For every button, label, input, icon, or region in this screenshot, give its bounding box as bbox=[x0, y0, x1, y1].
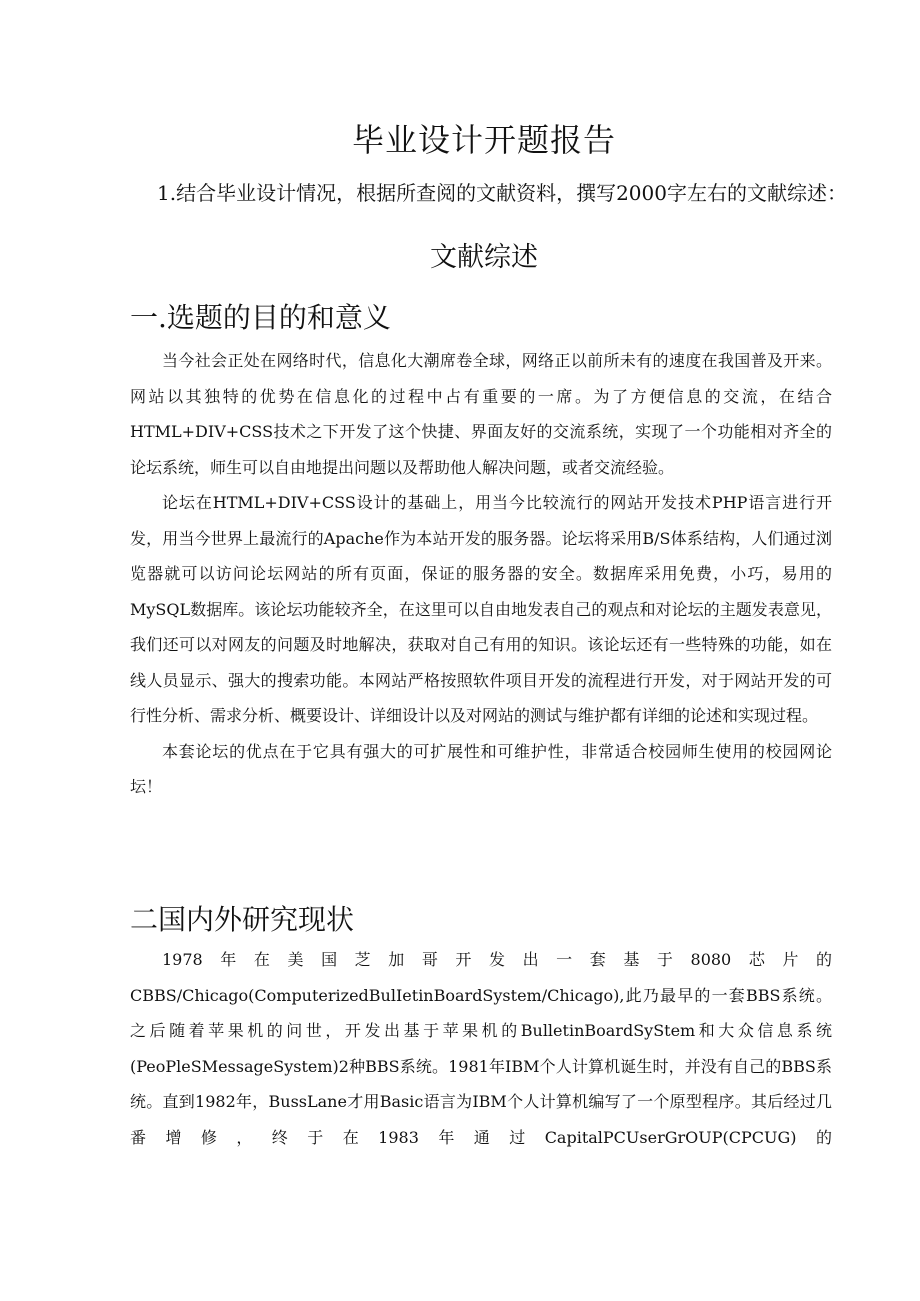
literature-review-subtitle: 文献综述 bbox=[430, 242, 538, 273]
section-body-research-status bbox=[130, 942, 832, 1155]
section-heading-purpose: 一.选题的目的和意义 bbox=[130, 301, 391, 334]
paragraph: 本套论坛的优点在于它具有强大的可扩展性和可维护性，非常适合校园师生使用的校园网论坛！ bbox=[130, 741, 832, 796]
paragraph: 1978年在美国芝加哥开发出一套基于8080芯片的CBBS/Chicago(ComputerizedBulIetinBoardSystem/Chicago),此乃最早的一套BBS系统。之后随着苹果机的问世，开发出基于苹果机的BulletinBoardSyStem和大众信息系统(PeoPleSMessageSystem)2种BBS系统。1981年IBM个人计算机诞生时，并没有自己的BBS系统。直到1982年，BussLane才用Basic语言为IBM个人计算机编写了一个原型程序。其后经过几番增修，终于在1983年通过CapitalPCUserGrOUP(CPCUG)的 bbox=[130, 950, 832, 1147]
paragraph: 论坛在HTML+DIV+CSS设计的基础上，用当今比较流行的网站开发技术PHP语言进行开发，用当今世界上最流行的Apache作为本站开发的服务器。论坛将采用B/S体系结构，人们通过浏览器就可以访问论坛网站的所有页面，保证的服务器的安全。数据库采用免费，小巧，易用的MySQL数据库。该论坛功能较齐全，在这里可以自由地发表自己的观点和对论坛的主题发表意见，我们还可以对网友的问题及时地解决，获取对自己有用的知识。该论坛还有一些特殊的功能，如在线人员显示、强大的搜索功能。本网站严格按照软件项目开发的流程进行开发，对于网站开发的可行性分析、需求分析、概要设计、详细设计以及对网站的测试与维护都有详细的论述和实现过程。 bbox=[130, 493, 832, 725]
instruction-text: 1.结合毕业设计情况，根据所查阅的文献资料，撰写2000字左右的文献综述： bbox=[157, 181, 847, 205]
section-body-purpose bbox=[130, 343, 832, 805]
document-title: 毕业设计开题报告 bbox=[351, 121, 616, 159]
section-heading-research-status: 二国内外研究现状 bbox=[130, 903, 355, 936]
paragraph: 当今社会正处在网络时代，信息化大潮席卷全球，网络正以前所未有的速度在我国普及开来。网站以其独特的优势在信息化的过程中占有重要的一席。为了方便信息的交流，在结合HTML+DIV+CSS技术之下开发了这个快捷、界面友好的交流系统，实现了一个功能相对齐全的论坛系统，师生可以自由地提出问题以及帮助他人解决问题，或者交流经验。 bbox=[130, 351, 832, 477]
